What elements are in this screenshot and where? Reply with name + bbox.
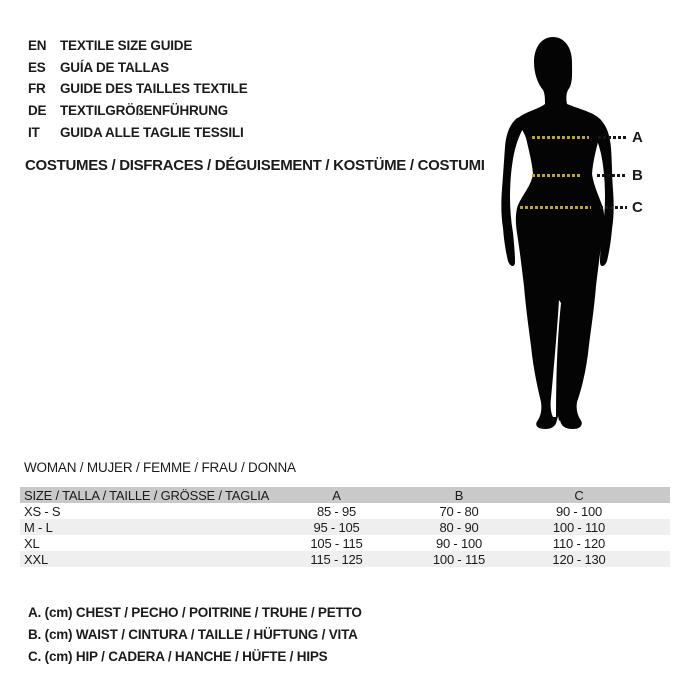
hip-range-cell: 110 - 120 — [552, 535, 606, 551]
language-code: IT — [28, 124, 40, 140]
language-row-it — [28, 122, 248, 144]
size-table-header-row — [20, 487, 670, 503]
guide-title-fr: GUIDE DES TAILLES TEXTILE — [60, 81, 248, 97]
size-cell: XL — [24, 535, 40, 551]
waist-range-cell: 90 - 100 — [435, 535, 483, 551]
table-row — [20, 503, 670, 519]
language-code: FR — [28, 81, 46, 97]
language-row-de — [28, 100, 248, 122]
guide-title-es: GUÍA DE TALLAS — [60, 59, 169, 75]
chest-measure-line — [532, 136, 589, 139]
size-table — [20, 487, 670, 567]
language-title-list — [28, 35, 248, 144]
guide-title-de: TEXTILGRÖßENFÜHRUNG — [60, 103, 228, 119]
chest-range-cell: 85 - 95 — [316, 503, 357, 519]
size-cell: XS - S — [24, 503, 61, 519]
size-cell: M - L — [24, 519, 53, 535]
header-size-column: SIZE / TALLA / TAILLE / GRÖSSE / TAGLIA — [24, 487, 270, 503]
woman-silhouette-figure — [495, 30, 630, 435]
category-title: COSTUMES / DISFRACES / DÉGUISEMENT / KOSTÜME / COSTUMI — [25, 157, 485, 174]
language-code: DE — [28, 103, 47, 119]
waist-leader-line — [597, 174, 627, 177]
size-cell: XXL — [24, 551, 48, 567]
language-row-en — [28, 35, 248, 57]
waist-range-cell: 80 - 90 — [439, 519, 479, 535]
guide-title-en: TEXTILE SIZE GUIDE — [60, 38, 193, 53]
header-column-b: B — [454, 487, 464, 503]
guide-title-it: GUIDA ALLE TAGLIE TESSILI — [60, 124, 244, 140]
hip-measure-line — [520, 206, 591, 209]
table-group-title: WOMAN / MUJER / FEMME / FRAU / DONNA — [24, 460, 296, 475]
marker-label-c: C — [632, 199, 643, 216]
hip-leader-line — [600, 206, 627, 209]
chest-leader-line — [598, 136, 626, 139]
legend-hip: C. (cm) HIP / CADERA / HANCHE / HÜFTE / HIPS — [28, 649, 328, 664]
language-row-fr — [28, 78, 248, 100]
marker-label-a: A — [632, 129, 643, 146]
chest-range-cell: 105 - 115 — [310, 535, 363, 551]
language-code: EN — [28, 38, 47, 53]
table-row — [20, 551, 670, 567]
chest-range-cell: 95 - 105 — [313, 519, 360, 535]
language-code: ES — [28, 59, 46, 75]
marker-label-b: B — [632, 167, 643, 184]
measurement-legend — [28, 602, 362, 668]
table-row — [20, 535, 670, 551]
woman-silhouette-icon — [495, 30, 630, 435]
language-row-es — [28, 57, 248, 79]
hip-range-cell: 100 - 110 — [552, 519, 606, 535]
table-row — [20, 519, 670, 535]
chest-range-cell: 115 - 125 — [310, 551, 363, 567]
header-column-a: A — [332, 487, 341, 503]
hip-range-cell: 90 - 100 — [555, 503, 603, 519]
hip-range-cell: 120 - 130 — [552, 551, 606, 567]
waist-range-cell: 70 - 80 — [439, 503, 479, 519]
legend-waist: B. (cm) WAIST / CINTURA / TAILLE / HÜFTUNG / VITA — [28, 627, 358, 642]
header-column-c: C — [574, 487, 584, 503]
waist-measure-line — [532, 174, 581, 177]
legend-chest: A. (cm) CHEST / PECHO / POITRINE / TRUHE / PETTO — [28, 605, 362, 620]
waist-range-cell: 100 - 115 — [432, 551, 486, 567]
